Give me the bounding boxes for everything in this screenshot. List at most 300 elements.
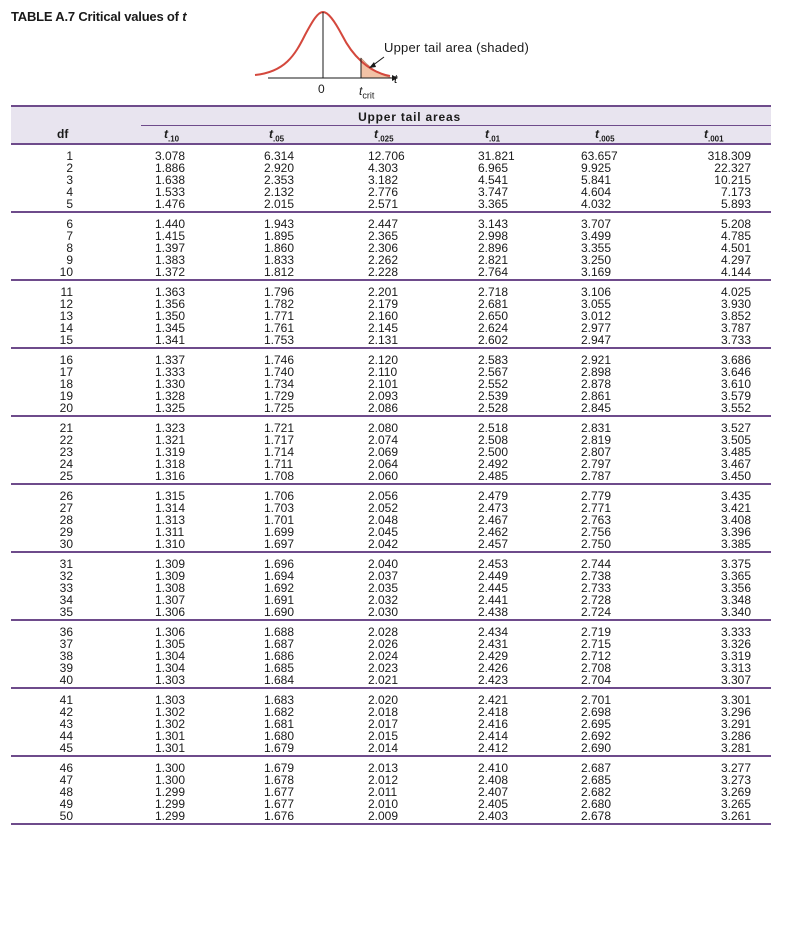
value-cell: 3.012 <box>581 309 612 323</box>
value-cell: 2.447 <box>368 217 399 231</box>
value-cell: 2.467 <box>478 513 509 527</box>
value-cell: 2.262 <box>368 253 399 267</box>
df-cell: 18 <box>59 377 73 391</box>
df-cell: 24 <box>59 457 73 471</box>
value-cell: 2.787 <box>581 469 612 483</box>
value-cell: 3.055 <box>581 297 612 311</box>
value-cell: 3.286 <box>720 729 751 743</box>
value-cell: 5.208 <box>720 217 751 231</box>
table-row <box>11 810 771 822</box>
value-cell: 2.485 <box>478 469 509 483</box>
value-cell: 2.712 <box>581 649 612 663</box>
value-cell: 3.385 <box>720 537 751 551</box>
value-cell: 2.681 <box>478 297 509 311</box>
tcrit-sub: crit <box>362 90 375 101</box>
value-cell: 3.356 <box>720 581 751 595</box>
value-cell: 2.093 <box>368 389 399 403</box>
figure-caption: Upper tail area (shaded) <box>384 40 529 55</box>
value-cell: 2.571 <box>368 197 399 211</box>
value-cell: 2.013 <box>368 761 399 775</box>
value-cell: 1.300 <box>155 773 186 787</box>
value-cell: 2.403 <box>478 809 509 823</box>
value-cell: 1.679 <box>264 761 295 775</box>
value-cell: 2.020 <box>368 693 399 707</box>
value-cell: 2.160 <box>368 309 399 323</box>
value-cell: 1.690 <box>264 605 295 619</box>
value-cell: 2.567 <box>478 365 509 379</box>
value-cell: 2.733 <box>581 581 612 595</box>
value-cell: 3.250 <box>581 253 612 267</box>
value-cell: 1.676 <box>264 809 295 823</box>
value-cell: 3.348 <box>720 593 751 607</box>
value-cell: 1.319 <box>155 445 186 459</box>
value-cell: 2.429 <box>478 649 509 663</box>
value-cell: 1.476 <box>155 197 186 211</box>
value-cell: 2.602 <box>478 333 509 347</box>
value-cell: 1.684 <box>264 673 295 687</box>
value-cell: 1.782 <box>264 297 295 311</box>
value-cell: 1.729 <box>264 389 295 403</box>
df-cell: 27 <box>59 501 73 515</box>
df-cell: 41 <box>59 693 73 707</box>
value-cell: 6.965 <box>478 161 509 175</box>
value-cell: 9.925 <box>581 161 612 175</box>
value-cell: 2.771 <box>581 501 612 515</box>
df-cell: 3 <box>66 173 73 187</box>
value-cell: 2.719 <box>581 625 612 639</box>
value-cell: 2.023 <box>368 661 399 675</box>
value-cell: 2.473 <box>478 501 509 515</box>
value-cell: 3.707 <box>581 217 612 231</box>
figure-tcrit-label <box>359 84 374 100</box>
value-cell: 2.704 <box>581 673 612 687</box>
value-cell: 1.363 <box>155 285 186 299</box>
value-cell: 2.040 <box>368 557 399 571</box>
value-cell: 2.030 <box>368 605 399 619</box>
value-cell: 2.201 <box>368 285 399 299</box>
value-cell: 2.724 <box>581 605 612 619</box>
value-cell: 1.701 <box>264 513 295 527</box>
value-cell: 1.397 <box>155 241 186 255</box>
value-cell: 2.145 <box>368 321 399 335</box>
value-cell: 1.886 <box>155 161 186 175</box>
value-cell: 1.350 <box>155 309 186 323</box>
df-cell: 37 <box>59 637 73 651</box>
value-cell: 3.787 <box>720 321 751 335</box>
df-cell: 11 <box>60 285 73 299</box>
value-cell: 1.703 <box>264 501 295 515</box>
value-cell: 1.697 <box>264 537 295 551</box>
table-row <box>11 402 771 414</box>
value-cell: 1.299 <box>155 809 186 823</box>
value-cell: 1.771 <box>264 309 295 323</box>
value-cell: 1.533 <box>155 185 186 199</box>
value-cell: 3.326 <box>720 637 751 651</box>
value-cell: 3.313 <box>720 661 751 675</box>
df-cell: 1 <box>66 149 73 163</box>
df-cell: 6 <box>66 217 73 231</box>
value-cell: 2.014 <box>368 741 399 755</box>
col-header-t05: $t_{.05}$ <box>269 127 285 144</box>
value-cell: 2.687 <box>581 761 612 775</box>
value-cell: 2.037 <box>368 569 399 583</box>
value-cell: 2.412 <box>478 741 509 755</box>
value-cell: 3.340 <box>720 605 751 619</box>
value-cell: 1.308 <box>155 581 186 595</box>
value-cell: 63.657 <box>581 149 618 163</box>
title-variable: t <box>182 9 187 24</box>
value-cell: 3.467 <box>720 457 751 471</box>
value-cell: 3.579 <box>720 389 751 403</box>
row-group <box>11 485 771 553</box>
value-cell: 1.682 <box>264 705 295 719</box>
value-cell: 1.691 <box>264 593 295 607</box>
df-cell: 31 <box>59 557 73 571</box>
tcrit-base: t <box>359 84 363 98</box>
value-cell: 1.310 <box>155 537 186 551</box>
value-cell: 4.303 <box>368 161 399 175</box>
value-cell: 1.415 <box>155 229 186 243</box>
group-header-rule <box>141 125 771 126</box>
value-cell: 4.785 <box>720 229 751 243</box>
value-cell: 3.182 <box>368 173 399 187</box>
value-cell: 1.686 <box>264 649 295 663</box>
value-cell: 3.610 <box>720 377 751 391</box>
value-cell: 1.300 <box>155 761 186 775</box>
value-cell: 1.318 <box>155 457 186 471</box>
value-cell: 2.015 <box>264 197 295 211</box>
value-cell: 2.797 <box>581 457 612 471</box>
value-cell: 3.301 <box>720 693 751 707</box>
value-cell: 1.860 <box>264 241 295 255</box>
df-cell: 30 <box>59 537 73 551</box>
value-cell: 2.518 <box>478 421 509 435</box>
value-cell: 1.302 <box>155 717 186 731</box>
value-cell: 2.434 <box>478 625 509 639</box>
value-cell: 1.943 <box>264 217 295 231</box>
table-row <box>11 470 771 482</box>
col-header-t025: $t_{.025}$ <box>374 127 394 144</box>
df-cell: 48 <box>59 785 73 799</box>
value-cell: 1.304 <box>155 649 186 663</box>
df-cell: 19 <box>59 389 73 403</box>
value-cell: 2.539 <box>478 389 509 403</box>
value-cell: 2.120 <box>368 353 399 367</box>
value-cell: 2.179 <box>368 297 399 311</box>
value-cell: 2.680 <box>581 797 612 811</box>
value-cell: 4.501 <box>720 241 751 255</box>
df-cell: 9 <box>66 253 73 267</box>
value-cell: 1.299 <box>155 785 186 799</box>
value-cell: 2.701 <box>581 693 612 707</box>
value-cell: 2.685 <box>581 773 612 787</box>
value-cell: 4.541 <box>478 173 509 187</box>
title-label: TABLE A.7 Critical values of <box>11 9 179 24</box>
value-cell: 3.319 <box>720 649 751 663</box>
value-cell: 2.728 <box>581 593 612 607</box>
df-header: df <box>57 127 69 141</box>
value-cell: 1.678 <box>264 773 295 787</box>
value-cell: 1.677 <box>264 785 295 799</box>
value-cell: 2.132 <box>264 185 295 199</box>
value-cell: 3.365 <box>720 569 751 583</box>
df-cell: 38 <box>59 649 73 663</box>
df-cell: 5 <box>66 197 73 211</box>
value-cell: 1.304 <box>155 661 186 675</box>
value-cell: 1.687 <box>264 637 295 651</box>
table-row <box>11 674 771 686</box>
value-cell: 2.896 <box>478 241 509 255</box>
value-cell: 1.316 <box>155 469 186 483</box>
value-cell: 3.277 <box>720 761 751 775</box>
value-cell: 2.682 <box>581 785 612 799</box>
value-cell: 1.740 <box>264 365 295 379</box>
value-cell: 1.696 <box>264 557 295 571</box>
value-cell: 2.045 <box>368 525 399 539</box>
value-cell: 1.311 <box>155 525 185 539</box>
value-cell: 2.416 <box>478 717 509 731</box>
value-cell: 1.699 <box>264 525 295 539</box>
value-cell: 1.677 <box>264 797 295 811</box>
value-cell: 2.861 <box>581 389 612 403</box>
value-cell: 2.552 <box>478 377 509 391</box>
table-row <box>11 266 771 278</box>
value-cell: 3.269 <box>720 785 751 799</box>
table-header <box>11 107 771 145</box>
value-cell: 1.717 <box>264 433 295 447</box>
value-cell: 3.686 <box>720 353 751 367</box>
value-cell: 3.485 <box>720 445 751 459</box>
value-cell: 2.069 <box>368 445 399 459</box>
df-cell: 21 <box>59 421 73 435</box>
value-cell: 2.423 <box>478 673 509 687</box>
row-group <box>11 349 771 417</box>
value-cell: 2.718 <box>478 285 509 299</box>
value-cell: 2.708 <box>581 661 612 675</box>
value-cell: 1.383 <box>155 253 186 267</box>
row-group <box>11 417 771 485</box>
figure-axis-label: t <box>394 72 398 86</box>
df-cell: 35 <box>59 605 73 619</box>
row-group <box>11 281 771 349</box>
value-cell: 1.337 <box>155 353 186 367</box>
df-cell: 25 <box>59 469 73 483</box>
value-cell: 2.110 <box>368 365 398 379</box>
df-cell: 12 <box>59 297 73 311</box>
table-row <box>11 538 771 550</box>
df-cell: 32 <box>59 569 73 583</box>
caption-pointer-arrow-icon <box>369 62 376 68</box>
row-group <box>11 621 771 689</box>
value-cell: 2.228 <box>368 265 399 279</box>
value-cell: 2.035 <box>368 581 399 595</box>
value-cell: 3.421 <box>720 501 751 515</box>
value-cell: 3.169 <box>581 265 612 279</box>
value-cell: 1.333 <box>155 365 186 379</box>
value-cell: 1.812 <box>264 265 295 279</box>
value-cell: 1.299 <box>155 797 186 811</box>
value-cell: 3.333 <box>720 625 751 639</box>
value-cell: 3.355 <box>581 241 612 255</box>
value-cell: 2.080 <box>368 421 399 435</box>
value-cell: 2.015 <box>368 729 399 743</box>
value-cell: 2.012 <box>368 773 399 787</box>
df-cell: 17 <box>59 365 73 379</box>
value-cell: 1.796 <box>264 285 295 299</box>
value-cell: 2.426 <box>478 661 509 675</box>
table-row <box>11 606 771 618</box>
value-cell: 3.106 <box>581 285 612 299</box>
value-cell: 3.375 <box>720 557 751 571</box>
value-cell: 2.418 <box>478 705 509 719</box>
row-group <box>11 757 771 825</box>
value-cell: 2.583 <box>478 353 509 367</box>
df-cell: 15 <box>59 333 73 347</box>
value-cell: 1.708 <box>264 469 295 483</box>
value-cell: 1.301 <box>155 729 186 743</box>
value-cell: 2.763 <box>581 513 612 527</box>
value-cell: 3.143 <box>478 217 509 231</box>
df-cell: 49 <box>59 797 73 811</box>
value-cell: 2.421 <box>478 693 509 707</box>
value-cell: 2.414 <box>478 729 509 743</box>
value-cell: 2.690 <box>581 741 612 755</box>
critical-values-table <box>11 105 771 825</box>
value-cell: 3.291 <box>720 717 751 731</box>
group-header-label: Upper tail areas <box>358 110 461 124</box>
value-cell: 1.315 <box>155 489 186 503</box>
value-cell: 2.695 <box>581 717 612 731</box>
value-cell: 2.776 <box>368 185 399 199</box>
value-cell: 2.492 <box>478 457 509 471</box>
col-header-t10: $t_{.10}$ <box>164 127 180 144</box>
value-cell: 3.646 <box>720 365 751 379</box>
value-cell: 2.744 <box>581 557 612 571</box>
value-cell: 2.624 <box>478 321 509 335</box>
value-cell: 31.821 <box>478 149 515 163</box>
value-cell: 1.314 <box>155 501 186 515</box>
df-cell: 13 <box>59 309 73 323</box>
value-cell: 2.462 <box>478 525 509 539</box>
value-cell: 1.734 <box>264 377 295 391</box>
df-cell: 28 <box>59 513 73 527</box>
value-cell: 2.821 <box>478 253 509 267</box>
value-cell: 2.405 <box>478 797 509 811</box>
value-cell: 2.410 <box>478 761 509 775</box>
value-cell: 1.303 <box>155 673 186 687</box>
value-cell: 2.779 <box>581 489 612 503</box>
value-cell: 1.323 <box>155 421 186 435</box>
df-cell: 45 <box>59 741 73 755</box>
value-cell: 2.052 <box>368 501 399 515</box>
df-cell: 36 <box>59 625 73 639</box>
df-cell: 7 <box>66 229 73 243</box>
value-cell: 1.313 <box>155 513 186 527</box>
value-cell: 1.440 <box>155 217 186 231</box>
value-cell: 3.930 <box>720 297 751 311</box>
value-cell: 2.056 <box>368 489 399 503</box>
value-cell: 3.281 <box>720 741 751 755</box>
value-cell: 2.445 <box>478 581 509 595</box>
value-cell: 2.878 <box>581 377 612 391</box>
value-cell: 2.831 <box>581 421 612 435</box>
value-cell: 2.441 <box>478 593 509 607</box>
value-cell: 2.920 <box>264 161 295 175</box>
value-cell: 2.306 <box>368 241 399 255</box>
value-cell: 6.314 <box>264 149 295 163</box>
value-cell: 2.042 <box>368 537 399 551</box>
value-cell: 2.453 <box>478 557 509 571</box>
value-cell: 2.845 <box>581 401 612 415</box>
value-cell: 1.692 <box>264 581 295 595</box>
value-cell: 1.721 <box>264 421 295 435</box>
df-cell: 26 <box>59 489 73 503</box>
value-cell: 2.032 <box>368 593 399 607</box>
value-cell: 2.998 <box>478 229 509 243</box>
value-cell: 2.408 <box>478 773 509 787</box>
value-cell: 2.010 <box>368 797 399 811</box>
value-cell: 2.715 <box>581 637 612 651</box>
value-cell: 1.305 <box>155 637 186 651</box>
df-cell: 33 <box>59 581 73 595</box>
value-cell: 2.764 <box>478 265 509 279</box>
value-cell: 1.301 <box>155 741 186 755</box>
value-cell: 10.215 <box>714 173 751 187</box>
df-cell: 46 <box>59 761 73 775</box>
df-cell: 14 <box>59 321 73 335</box>
value-cell: 1.372 <box>155 265 186 279</box>
value-cell: 2.807 <box>581 445 612 459</box>
df-cell: 2 <box>66 161 73 175</box>
value-cell: 3.435 <box>720 489 751 503</box>
value-cell: 2.009 <box>368 809 399 823</box>
value-cell: 3.450 <box>720 469 751 483</box>
value-cell: 1.341 <box>155 333 186 347</box>
value-cell: 3.396 <box>720 525 751 539</box>
value-cell: 1.681 <box>264 717 295 731</box>
value-cell: 1.356 <box>155 297 186 311</box>
value-cell: 318.309 <box>707 149 751 163</box>
value-cell: 2.449 <box>478 569 509 583</box>
table-body <box>11 145 771 825</box>
df-cell: 23 <box>59 445 73 459</box>
value-cell: 3.307 <box>720 673 751 687</box>
value-cell: 1.753 <box>264 333 295 347</box>
value-cell: 1.680 <box>264 729 295 743</box>
value-cell: 5.841 <box>581 173 612 187</box>
row-group <box>11 145 771 213</box>
value-cell: 22.327 <box>714 161 751 175</box>
value-cell: 2.528 <box>478 401 509 415</box>
value-cell: 1.683 <box>264 693 295 707</box>
row-group <box>11 553 771 621</box>
value-cell: 2.750 <box>581 537 612 551</box>
value-cell: 1.711 <box>264 457 294 471</box>
value-cell: 2.048 <box>368 513 399 527</box>
value-cell: 3.852 <box>720 309 751 323</box>
value-cell: 2.947 <box>581 333 612 347</box>
value-cell: 2.101 <box>368 377 399 391</box>
value-cell: 3.747 <box>478 185 509 199</box>
value-cell: 1.303 <box>155 693 186 707</box>
row-group <box>11 689 771 757</box>
df-cell: 40 <box>59 673 73 687</box>
value-cell: 2.921 <box>581 353 612 367</box>
df-cell: 8 <box>66 241 73 255</box>
value-cell: 3.296 <box>720 705 751 719</box>
value-cell: 1.328 <box>155 389 186 403</box>
value-cell: 1.309 <box>155 569 186 583</box>
